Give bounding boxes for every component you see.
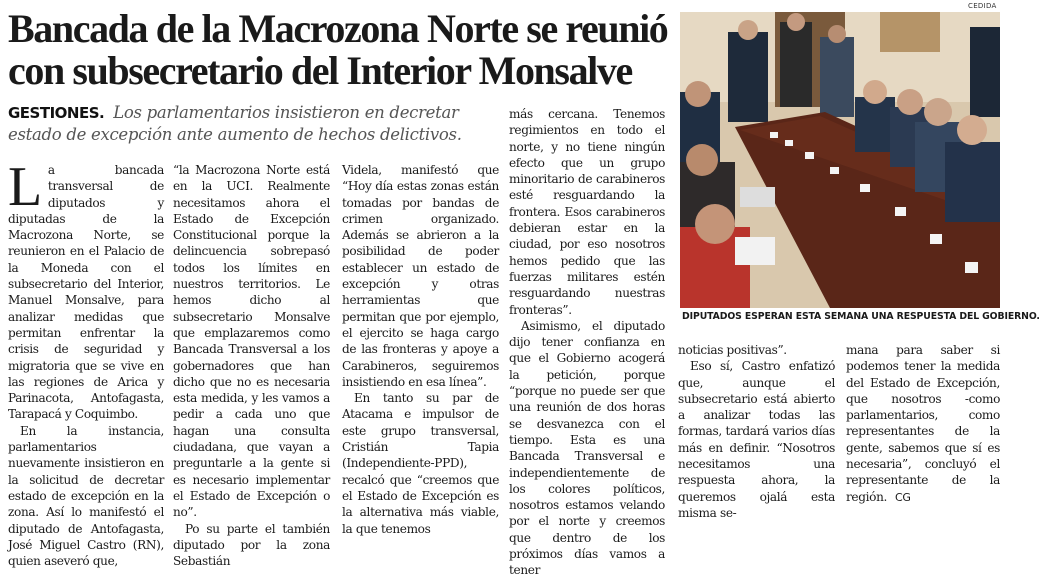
article-column-3 <box>342 162 499 536</box>
paragraph: noticias positivas”. <box>678 343 787 357</box>
paragraph: En la instancia, parlamentarios nuevamente insistieron en la solicitud de decretar estado de excepción en la zona. Así lo manifestó el diputado de Antofagasta, José Miguel Castro (RN), quien aseveró que, <box>8 423 164 569</box>
paragraph: En tanto su par de Atacama e impulsor de este grupo transversal, Cristián Tapia (Independiente-PPD), recalcó que “creemos que el Estado de Excepción es la alternativa más viable, la que tenemos <box>342 391 499 536</box>
drop-cap: L <box>8 156 42 218</box>
paragraph: Po su parte el también diputado por la zona Sebastián <box>173 521 330 569</box>
paragraph-text: a bancada transversal de diputados y diputadas de la Macrozona Norte, se reunieron en el Palacio de la Moneda con el subsecretario del Interior, Manuel Monsalve, para analizar medidas que permitan enfrentar la crisis de seguridad y migratoria que se vive en las regiones de Arica y Parinacota, Antofagasta, Tarapacá y Coquimbo. <box>8 163 164 422</box>
article-column-6 <box>846 342 1000 504</box>
photo-credit: CEDIDA <box>968 2 997 10</box>
paragraph: Videla, manifestó que “Hoy día estas zonas están tomadas por bandas de crimen organizado. Además se abrieron a la posibilidad de poder establecer un estado de excepción y otras herramientas que permitan que por ejemplo, el ejercito se haga cargo de las fronteras y apoye a Carabineros, seguiremos insistiendo en esa línea”. <box>342 163 499 389</box>
article-column-2 <box>173 162 330 569</box>
deck-text: Los parlamentarios insistieron en decretar estado de excepción ante aumento de hechos delictivos. <box>8 103 462 144</box>
paragraph-text: mana para saber si podemos tener la medida del Estado de Excepción, que nosotros -como parlamentarios, como representantes de la gente, sabemos que sí es necesaria”, concluyó el representante de la región. <box>846 343 1000 504</box>
article-column-4 <box>509 106 665 578</box>
author-initials: CG <box>895 490 911 504</box>
deck <box>8 102 498 145</box>
paragraph <box>846 342 1000 506</box>
article-column-5 <box>678 342 835 520</box>
paragraph: Asimismo, el diputado dijo tener confianza en que el Gobierno acogerá la petición, porque “porque no puede ser que una reunión de dos horas se desvanezca con el tiempo. Esta es una Bancada Transversal e independientemente de los colores políticos, nosotros estamos velando por el norte y creemos que dentro de los próximos días vamos a tener <box>509 318 665 578</box>
meeting-photo-icon <box>680 12 1000 308</box>
article-column-1 <box>8 156 164 569</box>
paragraph: más cercana. Tenemos regimientos en todo el norte, y no tiene ningún efecto que un grupo minoritario de carabineros esté resguardando la frontera. Esos carabineros debieran estar en la ciudad, por eso nosotros hemos pedido que las fuerzas militares estén resguardando nuestras fronteras”. <box>509 107 665 317</box>
photo-caption: DIPUTADOS ESPERAN ESTA SEMANA UNA RESPUESTA DEL GOBIERNO. <box>682 311 1040 322</box>
kicker: GESTIONES. <box>8 104 105 122</box>
paragraph: Eso sí, Castro enfatizó que, aunque el subsecretario está abierto a analizar todas las formas, tardará varios días más en definir. “Nosotros necesitamos una respuesta ahora, la queremos ojalá esta misma se- <box>678 359 835 520</box>
paragraph: “la Macrozona Norte está en la UCI. Realmente necesitamos ahora el Estado de Excepción Constitucional porque la delincuencia sobrepasó todos los límites en nuestros territorios. Le hemos dicho al subsecretario Monsalve que emplazaremos como Bancada Transversal a los gobernadores que han dicho que no es necesaria esta medida, y les vamos a pedir a cada uno que hagan una consulta ciudadana, que vayan a preguntarle a la gente si es necesario implementar el Estado de Excepción o no”. <box>173 163 330 520</box>
paragraph <box>8 156 164 423</box>
headline: Bancada de la Macrozona Norte se reunió con subsecretario del Interior Monsalve <box>8 6 668 93</box>
